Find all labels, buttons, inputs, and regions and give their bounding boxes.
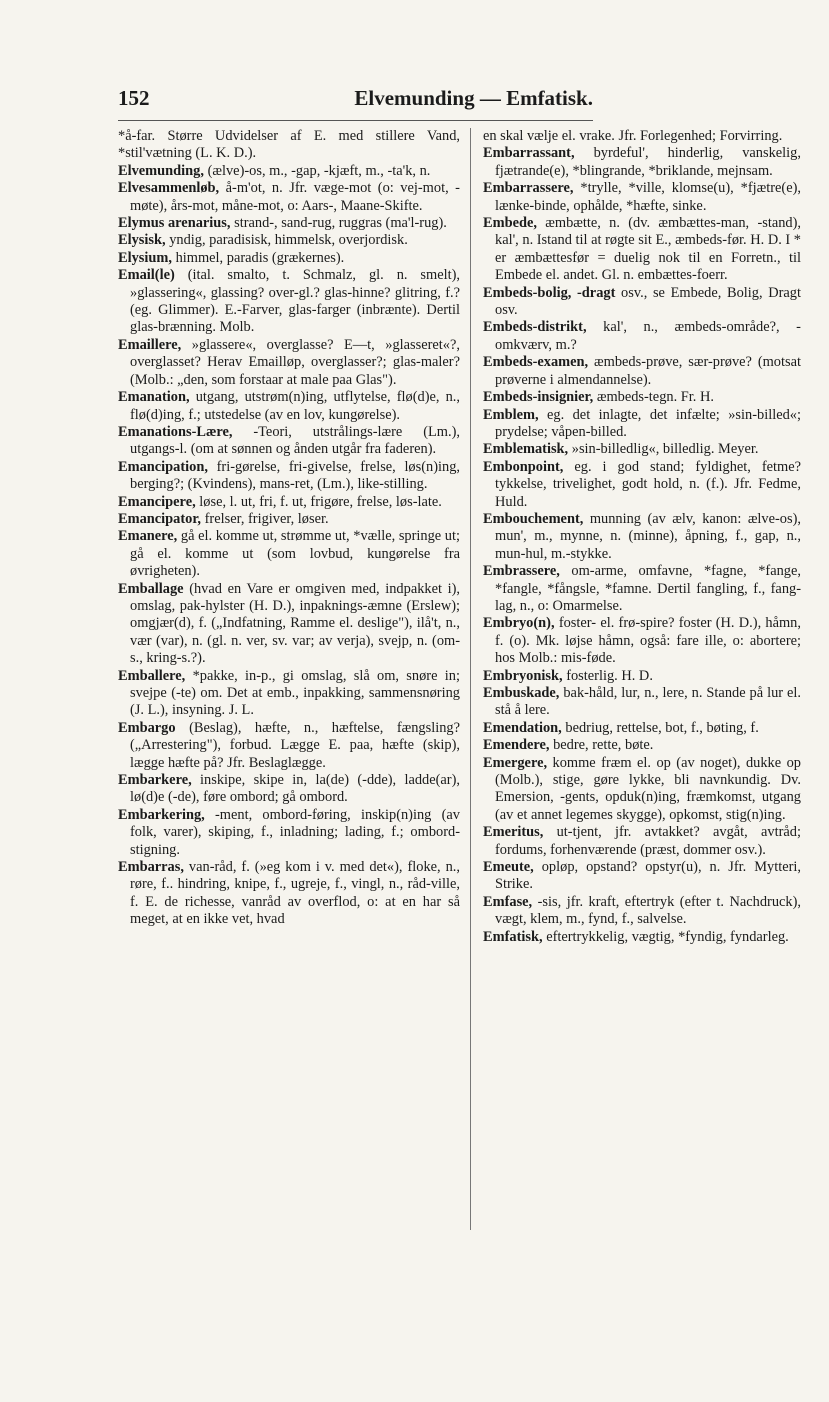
headword: Emfatisk,	[483, 928, 543, 945]
dictionary-entry	[483, 894, 801, 929]
headword: Embeds-bolig, -dragt	[483, 284, 616, 301]
dictionary-entry	[118, 128, 460, 163]
headword: Elysium,	[118, 249, 172, 266]
headword: Elvemunding,	[118, 162, 204, 179]
dictionary-entry	[483, 824, 801, 859]
definition: -Teori, utstrålings-lære (Lm.), utgangs-l. (om at sønnen og ånden utgår fra faderen).	[130, 423, 460, 458]
dictionary-entry	[483, 407, 801, 442]
headword: Emancipation,	[118, 458, 208, 475]
page-number: 152	[118, 86, 150, 110]
definition: en skal vælje el. vrake. Jfr. Forlegenhed; Forvirring.	[483, 128, 783, 144]
definition: æmbeds-prøve, sær-prøve? (motsat prøverne i almendannelse).	[495, 354, 801, 388]
dictionary-entry	[118, 668, 460, 720]
definition: »glassere«, overglasse? E—t, »glasseret«?, overglasset? Herav Emailløр, overglasser?; glas-maler? (Molb.: „den, som forstaar at male paa Glas").	[130, 336, 460, 388]
dictionary-entry	[118, 581, 460, 668]
definition: kal', n., æmbeds-område?, -omkværv, m.?	[495, 319, 801, 353]
headword: Emblematisk,	[483, 441, 569, 458]
headword: Embarrassere,	[483, 180, 574, 197]
definition: foster- el. frø-spire? foster (H. D.), håmn, f. (o). Mk. løjse håmn, også: fare ille, o: abortere; hos Molb.: mis-føde.	[495, 615, 801, 667]
dictionary-entry	[483, 354, 801, 389]
definition: himmel, paradis (grækernes).	[175, 249, 345, 266]
definition: utgang, utstrøm(n)ing, utflytelse, flø(d)e, n., flø(d)ing, f.; utstedelse (av en lov, kungørelse).	[130, 389, 460, 423]
definition: eg. i god stand; fyldighet, fetme? tykkelse, trivelighet, godt hold, n. (f.). Jfr. Fedme, Huld.	[495, 458, 801, 510]
dictionary-entry	[118, 180, 460, 215]
headword: Emanations-Lære,	[118, 423, 233, 440]
dictionary-entry	[483, 755, 801, 825]
dictionary-entry	[118, 807, 460, 859]
headword: Emeute,	[483, 859, 534, 876]
definition: opløp, opstand? opstyr(u), n. Jfr. Mytteri, Strike.	[495, 859, 801, 893]
definition: van-råd, f. (»eg kom i v. med det«), floke, n., røre, f.. hindring, knipe, f., ugreje, f., vingl, n., råd-ville, f. E. de richesse, vanråd av overflod, o: at en har så meget, at en ikke vet, hvad	[130, 859, 460, 928]
headword: Emancipere,	[118, 493, 196, 510]
definition: bedre, rette, bøte.	[553, 737, 654, 754]
headword: Emballere,	[118, 667, 186, 684]
definition: *trylle, *ville, klomse(u), *fjætre(e), lænke-binde, ophålde, *hæfte, sinke.	[495, 180, 801, 214]
right-column	[483, 128, 801, 946]
definition: osv., se Embede, Bolig, Dragt osv.	[495, 284, 801, 319]
dictionary-entry	[483, 685, 801, 720]
dictionary-entry	[118, 215, 460, 232]
headword: Embarkere,	[118, 772, 192, 789]
dictionary-entry	[483, 615, 801, 667]
definition: (Beslag), hæfte, n., hæftelse, fængsling? („Arrestering"), forbud. Lægge E. paa, hæfte (skip), lægge hæfte på? Jfr. Beslaglægge.	[130, 719, 460, 771]
dictionary-entry	[483, 215, 801, 285]
definition: byrdeful', hinderlig, vanskelig, fjætrande(e), *blingrande, *briklande, mejnsam.	[495, 145, 801, 179]
headword: Embarkering,	[118, 806, 205, 823]
dictionary-entry	[118, 772, 460, 807]
page-header	[118, 80, 593, 121]
headword: Embede,	[483, 215, 537, 232]
definition: -ment, ombord-føring, inskip(n)ing (av folk, varer), skiping, f., inladning; lading, f.; ombord-stigning.	[130, 806, 460, 858]
dictionary-entry	[118, 424, 460, 459]
definition: om-arme, omfavne, *fagne, *fange, *fangle, *fångsle, *famne. Dertil fangling, f., fang-lag, n., o: Omarmelse.	[495, 563, 801, 614]
headword: Emblem,	[483, 406, 539, 423]
dictionary-entry	[118, 528, 460, 580]
dictionary-entry	[118, 163, 460, 180]
definition: (hvad en Vare er omgiven med, indpakket i), omslag, pak-hylster (H. D.), inpaknings-æmne (Erslew); omgjær(d), f. („Indfatning, Ramme el. deslige"), ilå't, n., vær (var), n. (gl. n. ver, sv. var; av verja), svejp, n. (om-s., kring-s.?).	[130, 580, 460, 667]
dictionary-entry	[483, 128, 801, 145]
definition: (ital. smalto, t. Schmalz, gl. n. smelt), »glassering«, glassing? over-gl.? glas-hinne? glitring, f.? (eg. Glimmer). E.-Farver, glas-farger (inbrænte). Dertil glas-brænning. Molb.	[130, 267, 460, 336]
headword: Emendere,	[483, 737, 550, 754]
dictionary-entry	[118, 511, 460, 528]
definition: løse, l. ut, fri, f. ut, frigøre, frelse, løs-late.	[199, 493, 442, 510]
headword: Embarras,	[118, 859, 184, 876]
definition: inskipe, skipe in, la(de) (-dde), ladde(ar), lø(d)e (-de), føre ombord; gå ombord.	[130, 772, 460, 806]
dictionary-entry	[483, 319, 801, 354]
definition: *å-far. Større Udvidelser af E. med stillere Vand, *stil'vætning (L. K. D.).	[118, 128, 460, 162]
definition: munning (av ælv, kanon: ælve-os), mun', m., mynne, n. (minne), åpning, f., gap, n., mun-hul, m.-stykke.	[495, 510, 801, 562]
definition: yndig, paradisisk, himmelsk, overjordisk.	[169, 232, 408, 249]
headword: Elvesammenløb,	[118, 180, 220, 197]
definition: *pakke, in-p., gi omslag, slå om, snøre in; svejpe (-te) om. Det at emb., inpakking, sammensnøring (J. L.), insyning. J. L.	[130, 667, 460, 719]
definition: (ælve)-os, m., -gap, -kjæft, m., -ta'k, n.	[207, 162, 431, 179]
definition: ut-tjent, jfr. avtakket? avgåt, avtråd; fordums, forhenværende (præst, dommer osv.).	[495, 824, 801, 858]
headword: Embargo	[118, 719, 176, 736]
dictionary-entry	[118, 232, 460, 249]
headword: Embouchement,	[483, 510, 584, 527]
headword: Elysisk,	[118, 232, 166, 249]
headword: Emanation,	[118, 389, 190, 406]
headword: Embrassere,	[483, 563, 560, 580]
dictionary-entry	[483, 563, 801, 615]
column-divider	[470, 128, 471, 1230]
headword: Embryonisk,	[483, 667, 563, 684]
dictionary-entry	[483, 511, 801, 563]
headword: Emergere,	[483, 754, 548, 771]
definition: strand-, sand-rug, ruggras (ma'l-rug).	[234, 215, 447, 232]
dictionary-entry	[483, 720, 801, 737]
headword: Emendation,	[483, 719, 562, 736]
definition: eg. det inlagte, det infælte; »sin-billed«; prydelse; våpen-billed.	[495, 406, 801, 440]
definition: gå el. komme ut, strømme ut, *vælle, springe ut; gå el. komme ut (som lovbud, kungørelse fra øvrigheten).	[130, 528, 460, 580]
headword: Embeds-distrikt,	[483, 319, 587, 336]
headword: Emballage	[118, 580, 184, 597]
dictionary-entry	[118, 859, 460, 929]
headword: Embuskade,	[483, 685, 560, 701]
headword: Embeds-insignier,	[483, 389, 594, 406]
headword: Emeritus,	[483, 824, 544, 841]
definition: komme fræm el. op (av noget), dukke op (Molb.), stige, gøre lykke, bli navnkundig. Dv. Emersion, -gents, opduk(n)ing, fræmkomst, utgang (av et annet legemes skygge), opkomst, stig(n)ing.	[495, 754, 801, 823]
dictionary-entry	[483, 441, 801, 458]
definition: æmbætte, n. (dv. æmbættes-man, -stand), kal', n. Istand til at røgte sit E., æmbeds-før. H. D. I * er æmbættesfør = duelig nok til en Forretn., til Embede el. andet. Gl. n. embættes-foerr.	[495, 215, 801, 284]
definition: fosterlig. H. D.	[566, 667, 653, 684]
dictionary-entry	[118, 337, 460, 389]
dictionary-entry	[483, 859, 801, 894]
dictionary-entry	[118, 250, 460, 267]
definition: bedriug, rettelse, bot, f., bøting, f.	[565, 719, 759, 736]
left-column	[118, 128, 460, 929]
headword: Embryo(n),	[483, 615, 555, 632]
dictionary-entry	[483, 929, 801, 946]
dictionary-entry	[483, 180, 801, 215]
headword: Embonpoint,	[483, 458, 564, 475]
dictionary-entry	[483, 737, 801, 754]
headword: Embeds-examen,	[483, 354, 589, 371]
headword: Emfase,	[483, 893, 533, 910]
dictionary-entry	[483, 459, 801, 511]
dictionary-entry	[118, 720, 460, 772]
dictionary-entry	[118, 389, 460, 424]
dictionary-entry	[118, 494, 460, 511]
definition: æmbeds-tegn. Fr. H.	[596, 389, 714, 406]
definition: fri-gørelse, fri-givelse, frelse, løs(n)ing, berging?; (Kvindens), mans-ret, (Lm.), like-stilling.	[130, 458, 460, 493]
headword: Embarrassant,	[483, 145, 575, 162]
definition: »sin-billedlig«, billedlig. Meyer.	[571, 441, 759, 458]
headword: Elymus arenarius,	[118, 215, 231, 232]
dictionary-entry	[118, 459, 460, 494]
definition: -sis, jfr. kraft, eftertryk (efter t. Nachdruck), vægt, klem, m., fynd, f., salvelse.	[495, 893, 801, 928]
dictionary-entry	[118, 267, 460, 337]
definition: eftertrykkelig, vægtig, *fyndig, fyndarleg.	[546, 928, 789, 945]
headword: Emancipator,	[118, 510, 202, 527]
dictionary-entry	[483, 285, 801, 320]
definition: å-m'ot, n. Jfr. væge-mot (o: vej-mot, -møte), års-mot, måne-mot, o: Aars-, Maane-Skifte.	[130, 180, 460, 214]
headword: Emaillere,	[118, 336, 182, 353]
dictionary-entry	[483, 389, 801, 406]
dictionary-entry	[483, 145, 801, 180]
definition: frelser, frigiver, løser.	[204, 510, 329, 527]
headword: Emanere,	[118, 528, 178, 545]
dictionary-entry	[483, 668, 801, 685]
headword: Email(le)	[118, 267, 175, 284]
definition: bak-håld, lur, n., lere, n. Stande på lur el. stå å lere.	[495, 685, 802, 719]
running-head: Elvemunding — Emfatisk.	[354, 86, 593, 110]
